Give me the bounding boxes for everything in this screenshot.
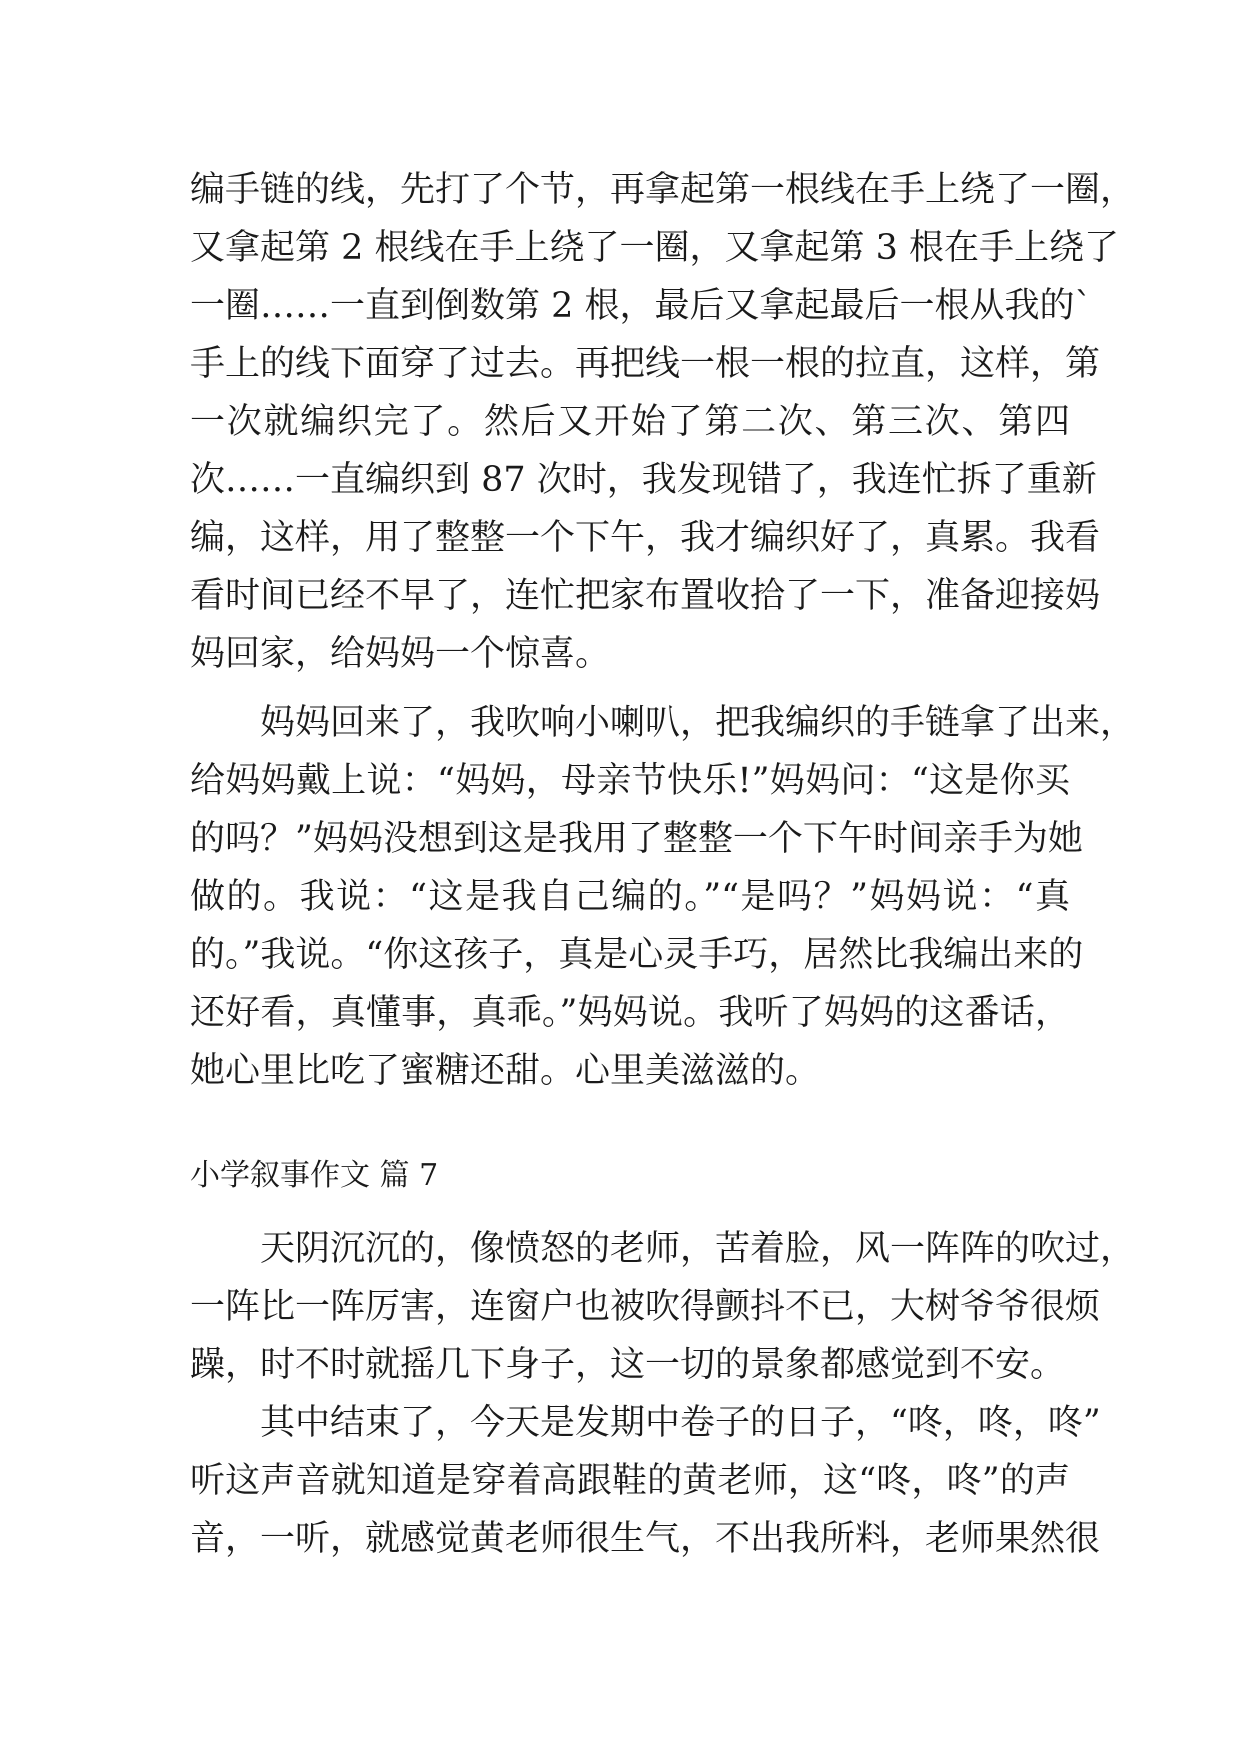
text-line: 编手链的线，先打了个节，再拿起第一根线在手上绕了一圈， [190, 170, 1136, 210]
section-heading: 小学叙事作文 篇 7 [190, 1158, 439, 1193]
text-line: 音，一听，就感觉黄老师很生气，不出我所料，老师果然很 [190, 1519, 1101, 1559]
text-line: 一圈……一直到倒数第 2 根，最后又拿起最后一根从我的` [190, 286, 1093, 326]
text-line: 躁，时不时就摇几下身子，这一切的景象都感觉到不安。 [190, 1345, 1066, 1385]
text-line: 还好看，真懂事，真乖。”妈妈说。我听了妈妈的这番话， [190, 993, 1070, 1033]
text-line: 次……一直编织到 87 次时，我发现错了，我连忙拆了重新 [190, 460, 1097, 500]
paragraph-gloomy-weather [190, 1220, 1136, 1394]
text-line: 她心里比吃了蜜糖还甜。心里美滋滋的。 [190, 1051, 821, 1091]
text-line: 的。”我说。“你这孩子，真是心灵手巧，居然比我编出来的 [190, 935, 1084, 975]
text-line: 天阴沉沉的，像愤怒的老师，苦着脸，风一阵阵的吹过， [190, 1229, 1136, 1269]
text-line: 其中结束了，今天是发期中卷子的日子，“咚，咚，咚” [190, 1403, 1101, 1443]
text-line: 一阵比一阵厉害，连窗户也被吹得颤抖不已，大树爷爷很烦 [190, 1287, 1101, 1327]
paragraph-mother-returns [190, 694, 1136, 1100]
text-line: 给妈妈戴上说：“妈妈，母亲节快乐!”妈妈问：“这是你买 [190, 761, 1070, 801]
text-line: 一次就编织完了。然后又开始了第二次、第三次、第四 [190, 402, 1070, 442]
text-line: 手上的线下面穿了过去。再把线一根一根的拉直，这样，第 [190, 344, 1101, 384]
text-line: 做的。我说：“这是我自己编的。”“是吗？”妈妈说：“真 [190, 877, 1070, 917]
text-line: 妈妈回来了，我吹响小喇叭，把我编织的手链拿了出来， [190, 703, 1136, 743]
text-line: 妈回家，给妈妈一个惊喜。 [190, 634, 611, 674]
paragraph-bracelet-making [190, 161, 1136, 683]
text-line: 又拿起第 2 根线在手上绕了一圈，又拿起第 3 根在手上绕了 [190, 228, 1120, 268]
text-line: 听这声音就知道是穿着高跟鞋的黄老师，这“咚，咚”的声 [190, 1461, 1070, 1501]
text-line: 的吗？”妈妈没想到这是我用了整整一个下午时间亲手为她 [190, 819, 1083, 859]
paragraph-exam-papers [190, 1394, 1101, 1568]
text-line: 编，这样，用了整整一个下午，我才编织好了，真累。我看 [190, 518, 1101, 558]
text-line: 看时间已经不早了，连忙把家布置收拾了一下，准备迎接妈 [190, 576, 1101, 616]
